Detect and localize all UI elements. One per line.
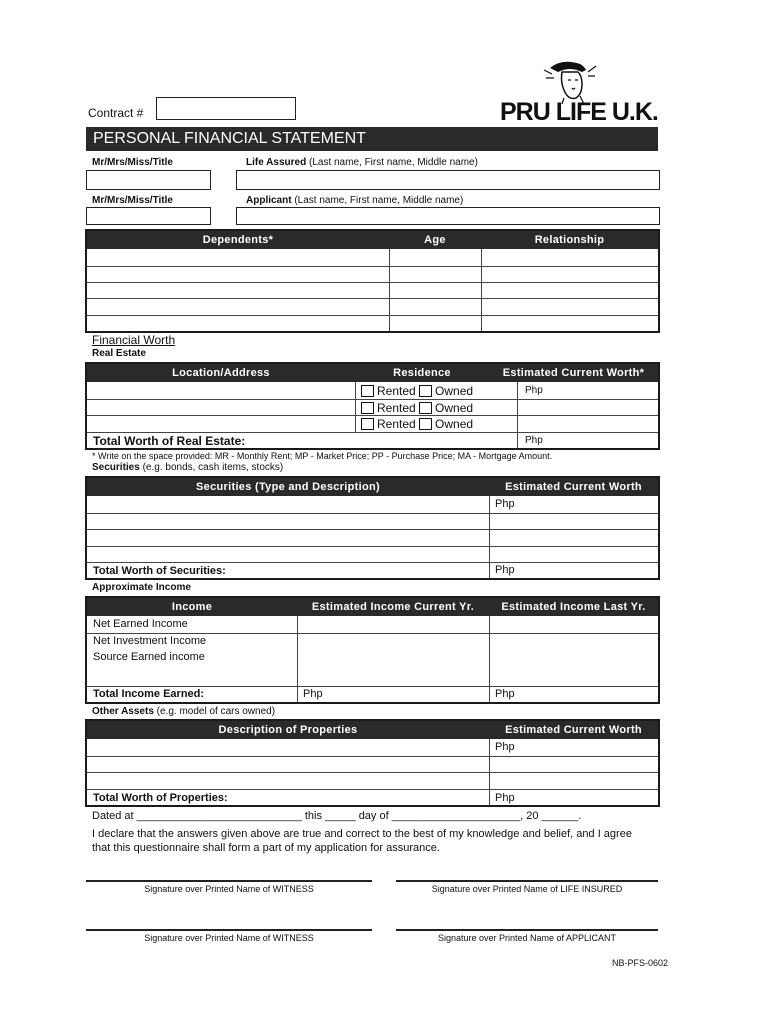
- income-row-net-earned: Net Earned Income: [93, 618, 188, 630]
- contract-label: Contract #: [88, 106, 144, 120]
- life-assured-title-input[interactable]: [86, 170, 211, 190]
- owned-checkbox-2[interactable]: [419, 402, 432, 414]
- residence-row-3: Rented Owned: [361, 417, 473, 431]
- col-location: Location/Address: [172, 367, 270, 379]
- col-property-description: Description of Properties: [218, 724, 358, 736]
- financial-worth-heading: Financial Worth: [92, 333, 176, 347]
- pru-life-logo-icon: [540, 56, 600, 104]
- other-assets-php: Php: [495, 741, 515, 753]
- col-income-last: Estimated Income Last Yr.: [501, 601, 646, 613]
- income-table: [85, 596, 660, 704]
- securities-total-label: Total Worth of Securities:: [93, 565, 226, 577]
- securities-label: Securities (e.g. bonds, cash items, stocks): [92, 462, 284, 473]
- title-label-2: Mr/Mrs/Miss/Title: [92, 195, 173, 206]
- col-dependents: Dependents*: [202, 234, 274, 246]
- title-label-1: Mr/Mrs/Miss/Title: [92, 157, 173, 168]
- securities-total-php: Php: [495, 564, 515, 576]
- applicant-name-input[interactable]: [236, 207, 660, 225]
- col-income-current: Estimated Income Current Yr.: [311, 601, 475, 613]
- real-estate-php-1: Php: [525, 385, 543, 396]
- applicant-title-input[interactable]: [86, 207, 211, 225]
- witness-signature-caption-2: Signature over Printed Name of WITNESS: [144, 933, 314, 943]
- rented-checkbox-2[interactable]: [361, 402, 374, 414]
- real-estate-total-label: Total Worth of Real Estate:: [93, 434, 246, 448]
- other-assets-total-php: Php: [495, 792, 515, 804]
- col-income: Income: [171, 601, 213, 613]
- owned-checkbox-3[interactable]: [419, 418, 432, 430]
- real-estate-footnote: * Write on the space provided: MR - Monthly Rent; MP - Market Price; PP - Purchase Price; MA - Mortgage Amount.: [92, 451, 553, 461]
- residence-row-1: Rented Owned: [361, 384, 473, 398]
- other-assets-header: [87, 721, 658, 739]
- dated-at-line: Dated at ___________________________ this _____ day of _____________________, 20 ______.: [92, 810, 582, 822]
- col-securities-worth: Estimated Current Worth: [505, 481, 642, 493]
- dependents-header: [87, 231, 658, 249]
- col-relationship: Relationship: [534, 234, 605, 246]
- income-row-net-investment: Net Investment Income: [93, 635, 207, 647]
- life-insured-signature-line[interactable]: [396, 880, 658, 882]
- life-assured-label: Life Assured (Last name, First name, Middle name): [246, 157, 478, 168]
- rented-checkbox-1[interactable]: [361, 385, 374, 397]
- witness-signature-caption-1: Signature over Printed Name of WITNESS: [144, 884, 314, 894]
- applicant-signature-line[interactable]: [396, 929, 658, 931]
- col-property-worth: Estimated Current Worth: [505, 724, 642, 736]
- life-insured-signature-caption: Signature over Printed Name of LIFE INSURED: [431, 884, 623, 894]
- col-residence: Residence: [393, 367, 451, 379]
- form-title-bar: [86, 127, 658, 151]
- real-estate-header: [87, 364, 658, 382]
- real-estate-total-php: Php: [525, 435, 543, 446]
- form-code: NB-PFS-0602: [612, 958, 669, 968]
- applicant-signature-caption: Signature over Printed Name of APPLICANT: [437, 933, 617, 943]
- col-estimated-worth: Estimated Current Worth*: [502, 367, 645, 379]
- life-assured-name-input[interactable]: [236, 170, 660, 190]
- dependents-table: [85, 229, 660, 333]
- applicant-label: Applicant (Last name, First name, Middle name): [246, 195, 464, 206]
- logo-wordmark: PRU LIFE U.K.: [500, 98, 658, 126]
- other-assets-table: [85, 719, 660, 807]
- declaration-line-1: I declare that the answers given above are true and correct to the best of my knowledge and belief, and I agree: [92, 828, 632, 840]
- other-assets-label: Other Assets (e.g. model of cars owned): [92, 706, 276, 717]
- witness-signature-line-1[interactable]: [86, 880, 372, 882]
- income-header: [87, 598, 658, 616]
- form-title: PERSONAL FINANCIAL STATEMENT: [93, 130, 366, 147]
- securities-header: [87, 478, 658, 496]
- income-row-source-earned: Source Earned income: [93, 651, 205, 663]
- col-securities-type: Securities (Type and Description): [196, 481, 380, 493]
- contract-number-input[interactable]: [156, 97, 296, 120]
- owned-checkbox-1[interactable]: [419, 385, 432, 397]
- securities-table: [85, 476, 660, 580]
- real-estate-table: [85, 362, 660, 450]
- witness-signature-line-2[interactable]: [86, 929, 372, 931]
- col-age: Age: [424, 234, 446, 246]
- real-estate-label: Real Estate: [92, 348, 146, 359]
- rented-checkbox-3[interactable]: [361, 418, 374, 430]
- other-assets-total-label: Total Worth of Properties:: [93, 792, 228, 804]
- approximate-income-label: Approximate Income: [92, 582, 191, 593]
- declaration-line-2: that this questionnaire shall form a part of my application for assurance.: [92, 842, 440, 854]
- residence-row-2: Rented Owned: [361, 401, 473, 415]
- income-total-php-current: Php: [303, 688, 323, 700]
- income-total-label: Total Income Earned:: [93, 688, 205, 700]
- securities-php: Php: [495, 498, 515, 510]
- income-total-php-last: Php: [495, 688, 515, 700]
